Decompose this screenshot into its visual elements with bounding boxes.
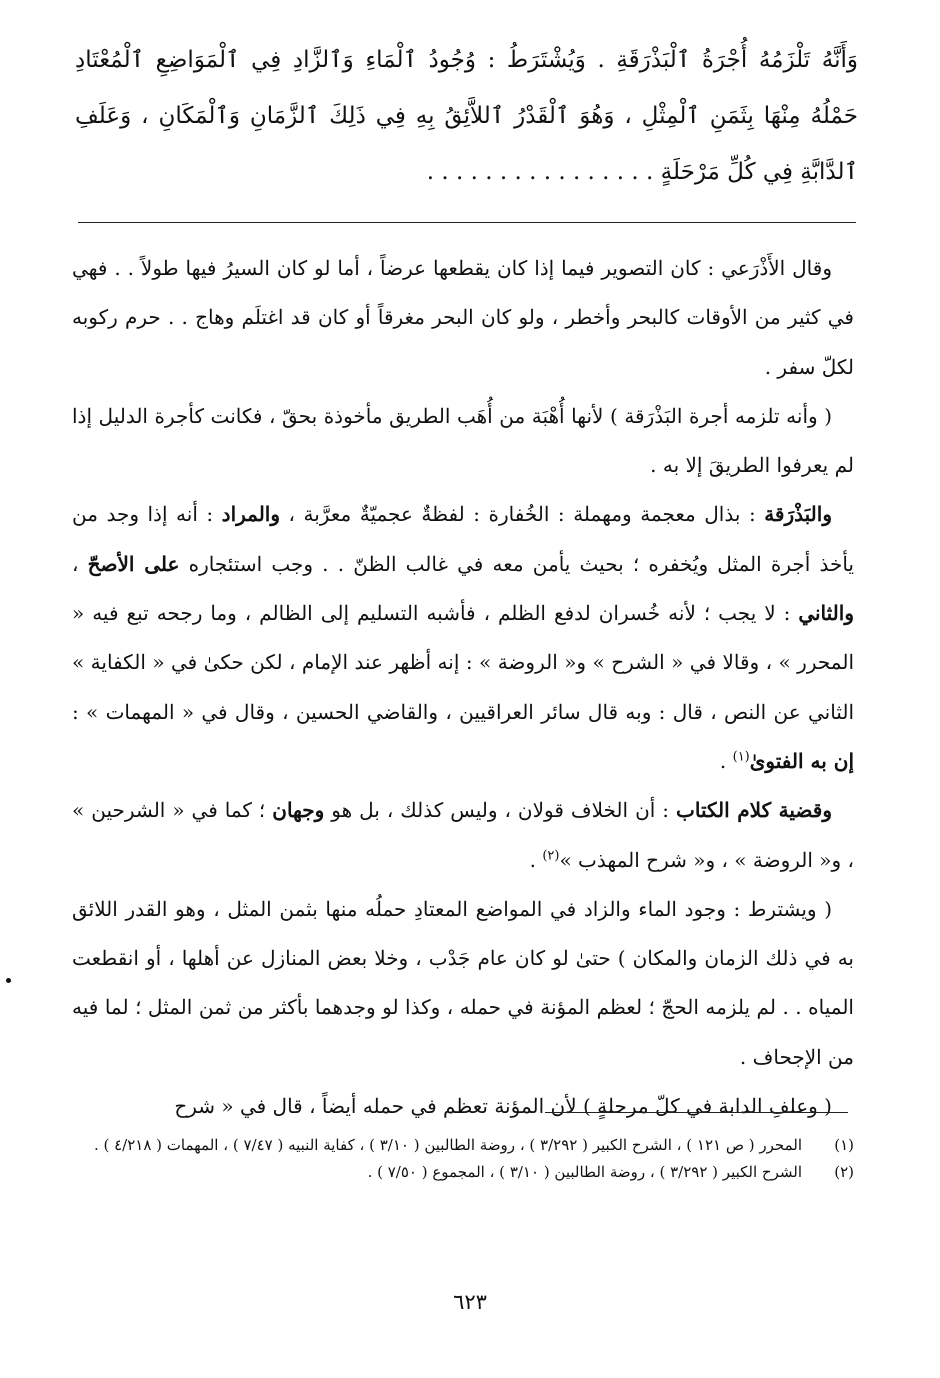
term-wajhan: وجهان <box>272 798 325 823</box>
footnote-2 <box>72 1159 854 1186</box>
sharh-p3-end: . <box>719 748 733 773</box>
sharh-p4-end: . <box>529 847 543 872</box>
footnote-separator-rule <box>545 1112 848 1113</box>
matn-paragraph: وَأَنَّهُ تَلْزَمُهُ أُجْرَةُ ٱلْبَذْرَقَةِ . وَيُشْتَرَطُ : وُجُودُ ٱلْمَاءِ وَٱلزَّادِ فِي ٱلْمَوَاضِعِ ٱلْمُعْتَادِ حَمْلُهُ مِنْهَا بِثَمَنِ ٱلْمِثْلِ ، وَهُوَ ٱلْقَدْرُ ٱللاَّئِقُ بِهِ فِي ذَلِكَ ٱلزَّمَانِ وَٱلْمَكَانِ ، وَعَلَفِ ٱلدَّابَّةِ فِي كُلِّ مَرْحَلَةٍ . . . . . . . . . . . . . . . . <box>75 47 858 185</box>
term-qadiyyat-kalam: وقضية كلام الكتاب <box>676 798 832 823</box>
footnote-text: المحرر ( ص ١٢١ ) ، الشرح الكبير ( ٣/٢٩٢ ) ، روضة الطالبين ( ٣/١٠ ) ، كفاية النبيه ( ٧/٤٧ ) ، المهمات ( ٤/٢١٨ ) . <box>93 1136 802 1154</box>
term-fatwa: إن به الفتوىٰ <box>749 748 854 773</box>
footnote-text: الشرح الكبير ( ٣/٢٩٢ ) ، روضة الطالبين ( ٣/١٠ ) ، المجموع ( ٧/٥٠ ) . <box>367 1163 802 1181</box>
footnote-number: (١) <box>834 1136 854 1154</box>
sharh-paragraph-2: ( وأنه تلزمه أجرة البَذْرَقة ) لأنها أُهْبَة من أُهَب الطريق مأخوذة بحقّ ، فكانت كأجرة الدليل إذا لم يعرفوا الطريقَ إلا به . <box>72 403 854 478</box>
matn-text-block <box>75 32 858 200</box>
matn-separator-rule <box>78 222 856 223</box>
term-thani: والثاني <box>798 601 854 626</box>
sharh-p3-text-1: : بذال معجمة ومهملة : الخُفارة : لفظةٌ عجميّةٌ معرَّبة ، <box>280 502 765 527</box>
footnote-ref-1[interactable]: (١) <box>732 749 750 765</box>
footnotes-block <box>72 1132 854 1186</box>
sharh-p3-text-3: ، <box>72 551 88 576</box>
term-asahh: على الأصحّ <box>87 551 180 576</box>
footnote-ref-2[interactable]: (٢) <box>542 847 560 863</box>
sharh-paragraph-6: ( وعلفِ الدابة في كلّ مرحلةٍ ) لأن المؤنة تعظم في حمله أيضاً ، قال في « شرح <box>174 1094 832 1119</box>
term-badhraqa: والبَذْرَقة <box>764 502 832 527</box>
sharh-p4-text-1: : أن الخلاف قولان ، وليس كذلك ، بل هو <box>324 798 677 823</box>
term-murad: والمراد <box>221 502 281 527</box>
sharh-p4-text-2: ؛ كما في « الشرحين » ، و« الروضة » ، و« شرح المهذب » <box>72 798 854 872</box>
sharh-commentary-block <box>72 244 854 1131</box>
margin-dot-mark <box>6 978 11 983</box>
sharh-paragraph-4 <box>72 786 854 885</box>
page-number: ٦٢٣ <box>453 1290 487 1314</box>
sharh-p3-text-4: : لا يجب ؛ لأنه خُسران لدفع الظلم ، فأشبه التسليم إلى الظالم ، وما رجحه تبع فيه « المحرر » ، وقالا في « الشرح » و« الروضة » : إنه أظهر عند الإمام ، لكن حكىٰ في « الكفاية » الثاني عن النص ، قال : وبه قال سائر العراقيين ، والقاضي الحسين ، وقال في « المهمات » : <box>72 601 854 724</box>
footnote-1 <box>72 1132 854 1159</box>
footnote-number: (٢) <box>834 1163 854 1181</box>
sharh-paragraph-5: ( ويشترط : وجود الماء والزاد في المواضع المعتادِ حملُه منها بثمن المثل ، وهو القدر اللائق به في ذلك الزمان والمكان ) حتىٰ لو كان عام جَدْب ، وخلا بعض المنازل عن أهلها ، أو انقطعت المياه . . لم يلزمه الحجّ ؛ لعظم المؤنة في حمله ، وكذا لو وجدهما بأكثر من ثمن المثل ؛ لما فيه من الإجحاف . <box>72 896 854 1069</box>
sharh-p3-text-2: : أنه إذا وجد من يأخذ أجرة المثل ويُخفره ؛ بحيث يأمن معه في غالب الظنّ . . وجب استئجاره <box>72 502 854 576</box>
sharh-paragraph-3 <box>72 490 854 786</box>
sharh-paragraph-1: وقال الأَذْرَعي : كان التصوير فيما إذا كان يقطعها عرضاً ، أما لو كان السيرُ فيها طولاً . . فهي في كثير من الأوقات كالبحر وأخطر ، ولو كان البحر مغرقاً أو كان قد اغتلَم وهاج . . حرم ركوبه لكلّ سفر . <box>72 256 854 379</box>
